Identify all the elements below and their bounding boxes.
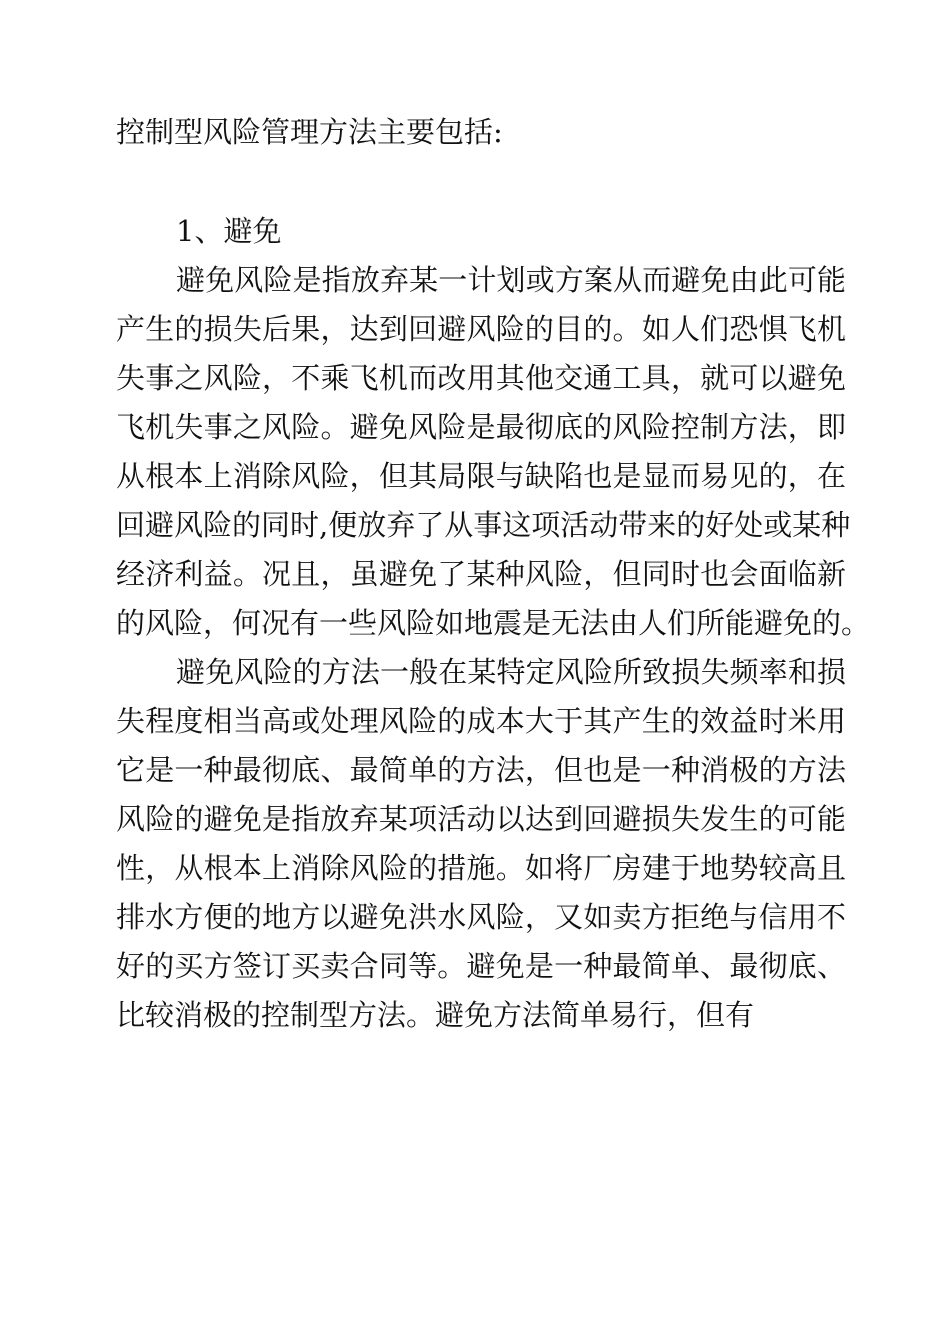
paragraph-line: 从根本上消除风险，但其局限与缺陷也是显而易见的，在 [116, 459, 846, 493]
paragraph-line: 好的买方签订买卖合同等。避免是一种最简单、最彻底、 [116, 949, 846, 983]
paragraph-line: 比较消极的控制型方法。避免方法简单易行，但有 [116, 998, 755, 1032]
document-body [116, 108, 871, 1040]
paragraph-line: 回避风险的同时,便放弃了从事这项活动带来的好处或某种 [116, 508, 851, 542]
section-heading: 1、避免 [176, 214, 282, 248]
paragraph-2 [116, 648, 846, 1040]
paragraph-line: 飞机失事之风险。避免风险是最彻底的风险控制方法，即 [116, 410, 846, 444]
intro-text: 控制型风险管理方法主要包括: [116, 115, 503, 149]
paragraph-line: 失事之风险，不乘飞机而改用其他交通工具，就可以避免 [116, 361, 846, 395]
paragraph-line: 它是一种最彻底、最简单的方法，但也是一种消极的方法 [116, 753, 846, 787]
paragraph-line: 失程度相当高或处理风险的成本大于其产生的效益时米用 [116, 704, 846, 738]
paragraph-line: 产生的损失后果，达到回避风险的目的。如人们恐惧飞机 [116, 312, 846, 346]
paragraph-1 [116, 256, 871, 648]
paragraph-line: 避免风险的方法一般在某特定风险所致损失频率和损 [176, 655, 846, 689]
paragraph-line: 的风险，何况有一些风险如地震是无法由人们所能避免的。 [116, 606, 871, 640]
paragraph-line: 避免风险是指放弃某一计划或方案从而避免由此可能 [176, 263, 846, 297]
paragraph-line: 风险的避免是指放弃某项活动以达到回避损失发生的可能 [116, 802, 846, 836]
paragraph-line: 排水方便的地方以避免洪水风险，又如卖方拒绝与信用不 [116, 900, 846, 934]
paragraph-line: 性，从根本上消除风险的措施。如将厂房建于地势较高且 [116, 851, 846, 885]
paragraph-line: 经济利益。况且，虽避免了某种风险，但同时也会面临新 [116, 557, 846, 591]
